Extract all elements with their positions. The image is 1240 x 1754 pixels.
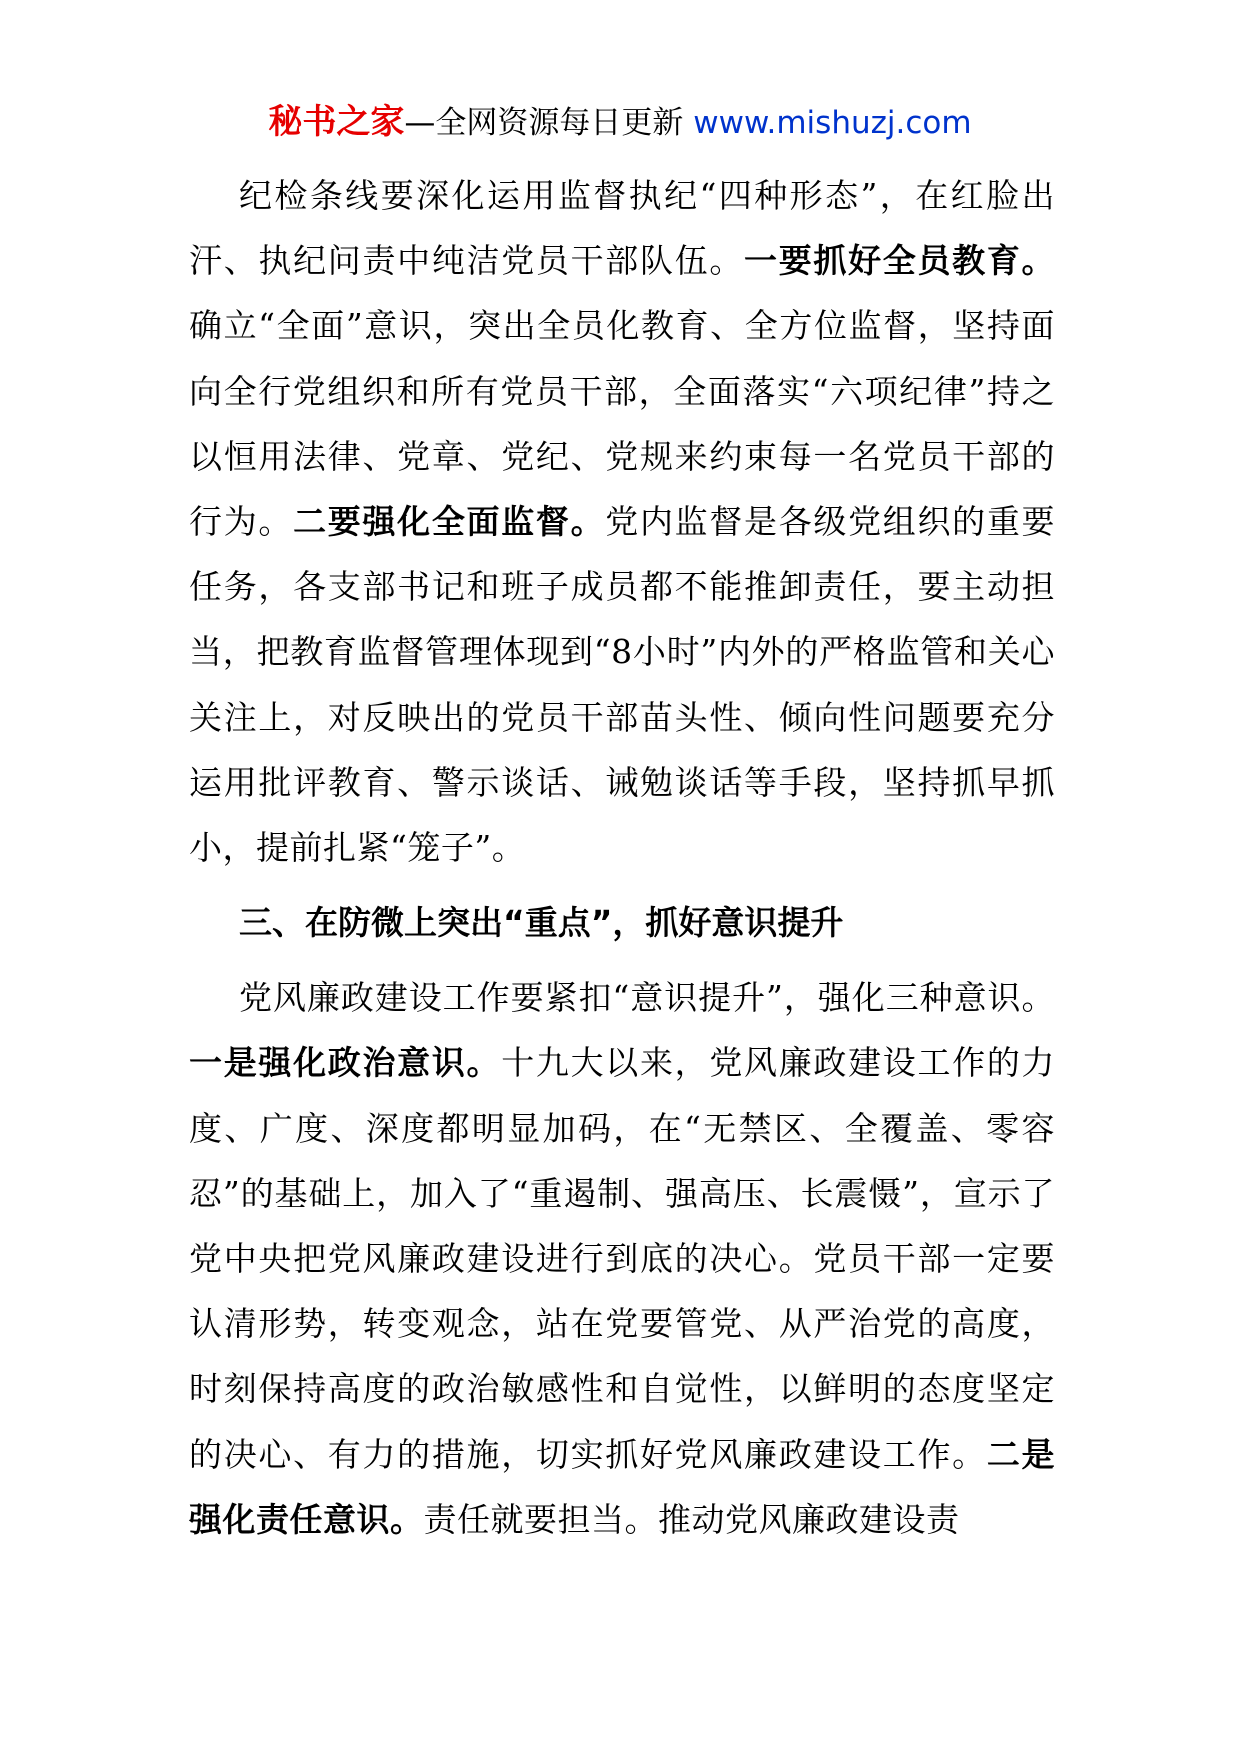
paragraph-text: 十九大以来，党风廉政建设工作的力度、广度、深度都明显加码，在“无禁区、全覆盖、零容忍”的基础上，加入了“重遏制、强高压、长震慑”，宣示了党中央把党风廉政建设进行到底的决心。党员干部一定要认清形势，转变观念，站在党要管党、从严治党的高度，时刻保持高度的政治敏感性和自觉性，以鲜明的态度坚定的决心、有力的措施，切实抓好党风廉政建设工作。 bbox=[189, 1043, 1055, 1474]
header-slogan: —全网资源每日更新 bbox=[404, 105, 684, 141]
paragraph-awareness bbox=[189, 965, 1055, 1552]
bold-point-political-awareness: 一是强化政治意识。 bbox=[189, 1043, 502, 1083]
bold-point-responsibility-awareness: 二是强化责任意识。 bbox=[189, 1434, 1055, 1539]
paragraph-text: 责任就要担当。推动党风廉政建设责 bbox=[423, 1499, 960, 1539]
document-body bbox=[189, 163, 1055, 1552]
brand-name: 秘书之家 bbox=[268, 102, 405, 142]
bold-point-education: 一要抓好全员教育。 bbox=[744, 241, 1055, 281]
bold-point-supervision: 二要强化全面监督。 bbox=[293, 502, 606, 542]
paragraph-text: 党内监督是各级党组织的重要任务，各支部书记和班子成员都不能推卸责任，要主动担当，把教育监督管理体现到“8小时”内外的严格监管和关心关注上，对反映出的党员干部苗头性、倾向性问题要充分运用批评教育、警示谈话、诫勉谈话等手段，坚持抓早抓小，提前扎紧“笼子”。 bbox=[189, 502, 1055, 868]
page-header bbox=[0, 100, 1240, 145]
section-heading-three: 三、在防微上突出“重点”，抓好意识提升 bbox=[239, 903, 844, 943]
paragraph-supervision bbox=[189, 163, 1055, 880]
paragraph-text: 纪检条线要深化运用监督执纪“四种形态”，在红脸出汗、执纪问责中纯洁党员干部队伍。 bbox=[189, 176, 1055, 281]
paragraph-text: 党风廉政建设工作要紧扣“意识提升”，强化三种意识。 bbox=[239, 978, 1055, 1018]
paragraph-text: 确立“全面”意识，突出全员化教育、全方位监督，坚持面向全行党组织和所有党员干部，全面落实“六项纪律”持之以恒用法律、党章、党纪、党规来约束每一名党员干部的行为。 bbox=[189, 306, 1055, 542]
site-url-link[interactable]: www.mishuzj.com bbox=[693, 105, 972, 141]
